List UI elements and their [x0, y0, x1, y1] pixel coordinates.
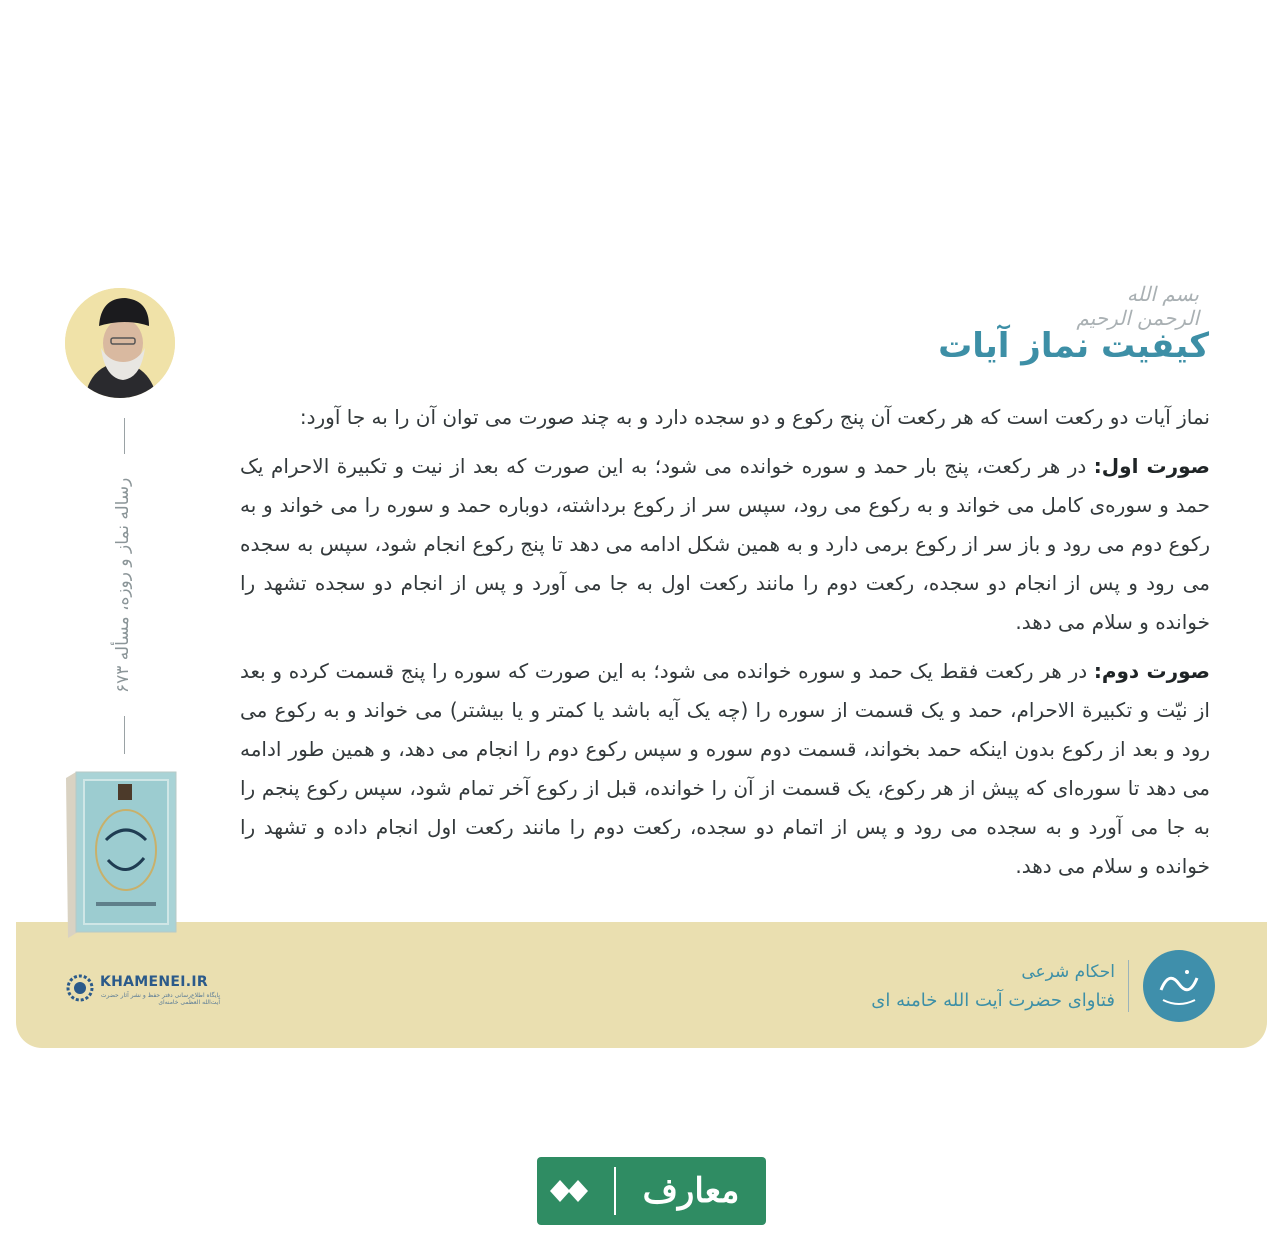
section-2-lead: صورت دوم: — [1093, 659, 1210, 683]
section-1-text: در هر رکعت، پنج بار حمد و سوره خوانده می شود؛ به این صورت که بعد از نیت و تکبیرة الاحرام یک حمد و سوره‌ی کامل می خواند و به رکوع می رود، سپس سر از رکوع برداشته، دوباره حمد و سوره را می خواند و به رکوع دوم می رود و باز سر از رکوع برمی دارد و به همین شکل ادامه می دهد تا پنج رکوع انجام شود، سپس به سجده می رود و پس از انجام دو سجده، رکعت دوم را مانند رکعت اول به جا می آورد و پس از انجام دو سجده تشهد را خوانده و سلام می دهد. — [240, 454, 1210, 634]
article-body — [240, 398, 1210, 896]
fiqh-maaref-emblem — [1143, 950, 1215, 1022]
maaref-logo-word: معارف — [642, 1171, 740, 1211]
section-1-lead: صورت اول: — [1093, 454, 1210, 478]
book-cover-icon — [56, 770, 180, 940]
side-divider-top — [124, 418, 125, 454]
portrait-avatar — [65, 288, 175, 398]
footer-source: فتاوای حضرت آیت الله خامنه ای — [871, 990, 1115, 1011]
page-title: کیفیت نماز آیات — [938, 326, 1209, 366]
footer-divider — [1128, 960, 1129, 1012]
section-2-paragraph — [240, 652, 1210, 886]
portrait-icon — [65, 288, 175, 398]
source-caption: رساله نماز و روزه، مسأله ۶۷۳ — [113, 477, 133, 693]
khamenei-logo-subtext: پایگاه اطلاع‌رسانی دفتر حفظ و نشر آثار حضرت آیت‌الله العظمی خامنه‌ای — [100, 992, 220, 1006]
badge-separator — [614, 1167, 616, 1215]
side-divider-bottom — [124, 716, 125, 754]
section-1-paragraph — [240, 447, 1210, 642]
khamenei-logo-text: KHAMENEI.IR — [100, 974, 208, 990]
bismillah-heading: بسم الله الرحمن الرحیم — [1076, 282, 1199, 330]
diamond-logo-icon — [546, 1170, 602, 1212]
intro-paragraph: نماز آیات دو رکعت است که هر رکعت آن پنج رکوع و دو سجده دارد و به چند صورت می توان آن را به جا آورد: — [299, 405, 1210, 429]
section-2-text: در هر رکعت فقط یک حمد و سوره خوانده می شود؛ به این صورت که سوره را پنج قسمت کرده و بعد از نیّت و تکبیرة الاحرام، حمد و یک قسمت از سوره را (چه یک آیه باشد یا کمتر و یا بیشتر) می خواند و به رکوع می رود و بعد از رکوع بدون اینکه حمد بخواند، قسمت دوم سوره و سپس رکوع دوم را انجام می دهد، و همین طور ادامه می دهد تا سوره‌ای که پیش از هر رکوع، یک قسمت از آن را خوانده، قبل از رکوع آخر تمام شود، سپس رکوع پنجم را به جا می آورد و به سجده می رود و پس از اتمام دو سجده، رکعت دوم را مانند رکعت اول انجام داده و تشهد را خوانده و سلام می دهد. — [240, 659, 1210, 878]
footer-category: احکام شرعی — [1021, 962, 1115, 982]
khamenei-emblem-icon — [64, 972, 98, 1004]
fiqh-maaref-icon — [1143, 950, 1215, 1022]
diamonds-icon — [546, 1170, 602, 1212]
book-cover-image — [56, 770, 180, 940]
